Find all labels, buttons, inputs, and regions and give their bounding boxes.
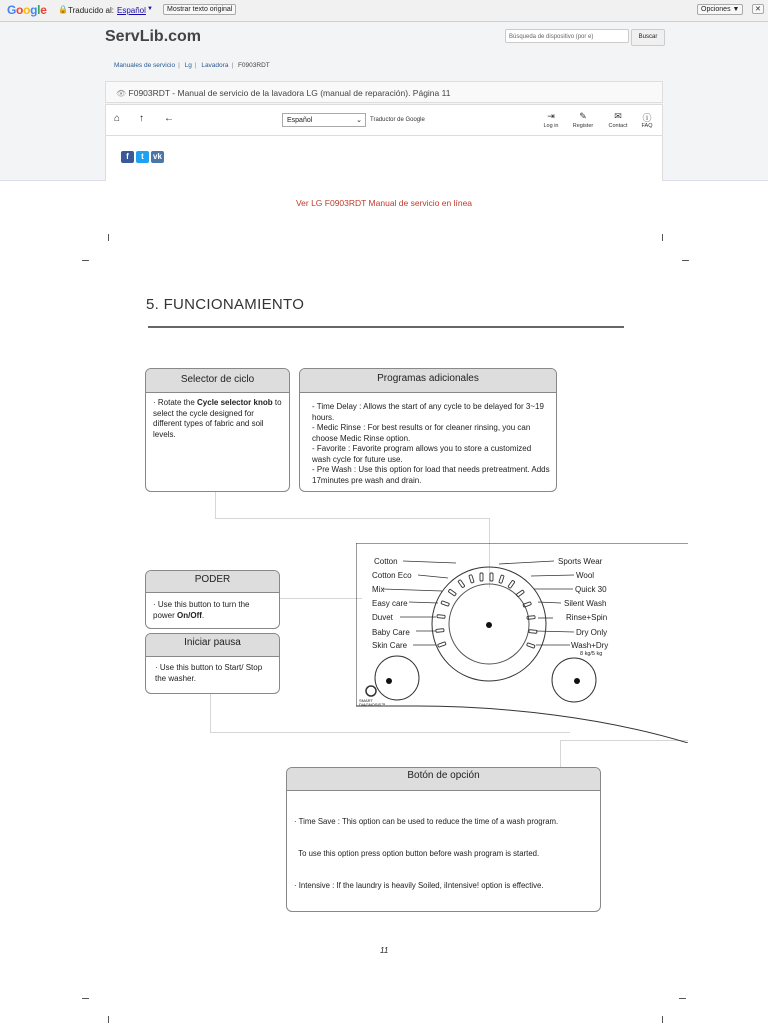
chevron-down-icon: ⌄ (356, 117, 362, 124)
cycle-selector-title: Selector de ciclo (146, 369, 289, 393)
show-original-button[interactable]: Mostrar texto original (163, 4, 236, 15)
program-label: Skin Care (372, 641, 408, 650)
option-line: · Time Save : This option can be used to reduce the time of a wash program. (294, 816, 559, 826)
chevron-down-icon[interactable]: ▼ (147, 6, 153, 12)
search-button[interactable]: Buscar (631, 29, 665, 46)
program-label: Quick 30 (575, 585, 607, 594)
program-label: Rinse+Spin (566, 613, 608, 622)
start-pause-title: Iniciar pausa (146, 634, 279, 657)
start-pause-text: · Use this button to Start/ Stop the washer. (155, 663, 263, 683)
faq-button[interactable]: ⓘ FAQ (630, 111, 664, 129)
crop-mark (679, 998, 686, 999)
option-line: To use this option press option button before wash program is started. (294, 848, 540, 858)
translate-icon: 🔒 (58, 5, 68, 14)
crop-mark (108, 234, 109, 241)
breadcrumb-item-current: F0903RDT (237, 62, 270, 69)
additional-programs-title: Programas adicionales (300, 369, 556, 393)
page-title-bar (105, 81, 663, 103)
breadcrumb-item-brand[interactable]: Lg (184, 62, 192, 69)
connector-line (280, 598, 362, 600)
option-line: · Intensive : If the laundry is heavily Soiled, iIntensive! option is effective. (294, 881, 544, 891)
power-box (145, 570, 280, 629)
crop-mark (682, 260, 689, 261)
crop-mark (82, 260, 89, 261)
page-title: F0903RDT - Manual de servicio de la lavadora LG (manual de reparación). Página 11 (128, 88, 451, 98)
breadcrumb: Manuales de servicio | Lg | Lavadora | F0903RDT (114, 62, 270, 69)
connector-line (210, 694, 212, 732)
arrow-up-icon[interactable]: ↑ (139, 113, 144, 124)
language-link[interactable]: Español (117, 6, 146, 15)
option-button-title: Botón de opción (287, 768, 600, 791)
additional-programs-box (299, 368, 557, 492)
translator-label: Traductor de Google (370, 117, 425, 123)
google-logo: Google (7, 3, 47, 17)
online-link[interactable]: Ver LG F0903RDT Manual de servicio en línea (295, 198, 473, 208)
program-label: Cotton Eco (372, 571, 412, 580)
program-item: - Medic Rinse : For best results or for cleaner rinsing, you can choose Medic Rinse option. (312, 423, 531, 443)
program-label: Cotton (374, 557, 398, 566)
cycle-selector-box (145, 368, 290, 492)
site-logo[interactable]: ServLib.com (105, 28, 202, 45)
contact-icon: ✉ (614, 111, 622, 121)
register-icon: ✎ (579, 111, 587, 121)
breadcrumb-item-category[interactable]: Lavadora (201, 62, 229, 69)
twitter-icon[interactable]: t (136, 151, 149, 163)
power-text: · Use this button to turn the power On/Off. (153, 600, 250, 620)
power-title: PODER (146, 571, 279, 593)
program-label: Mix (372, 585, 385, 594)
connector-line (215, 518, 489, 520)
program-item: - Favorite : Favorite program allows you to store a customized wash cycle for future use. (312, 444, 532, 464)
dry-capacity-note: 8 kg/5 kg (580, 651, 603, 657)
social-bar (105, 136, 663, 181)
option-button-box (286, 767, 601, 912)
program-label: Duvet (372, 613, 393, 622)
breadcrumb-item-manuals[interactable]: Manuales de servicio (114, 62, 176, 69)
section-divider (148, 326, 624, 328)
close-icon[interactable]: ✕ (752, 4, 764, 14)
eye-icon: 👁 (116, 89, 127, 98)
faq-icon: ⓘ (642, 113, 652, 123)
crop-mark (82, 998, 89, 999)
arrow-left-icon[interactable]: ← (164, 113, 174, 124)
connector-line (560, 740, 562, 767)
program-label: Easy care (372, 599, 408, 608)
program-label: Wool (576, 571, 595, 580)
contact-button[interactable]: ✉ Contact (601, 111, 635, 129)
crop-mark (662, 1016, 663, 1023)
home-icon[interactable]: ⌂ (114, 113, 121, 124)
program-label: Sports Wear (558, 557, 603, 566)
vk-icon[interactable]: vk (151, 151, 164, 163)
language-select-value: Español (287, 117, 313, 124)
search-input[interactable]: Búsqueda de dispositivo (por e) (505, 29, 629, 43)
crop-mark (662, 234, 663, 241)
program-item: - Time Delay : Allows the start of any cycle to be delayed for 3~19 hours. (312, 402, 544, 422)
crop-mark (108, 1016, 109, 1023)
login-icon: ⇥ (547, 111, 555, 121)
translate-bar (0, 0, 768, 22)
program-label: Dry Only (576, 628, 608, 637)
program-label: Wash+Dry (571, 641, 609, 650)
options-button[interactable]: Opciones ▼ (697, 4, 743, 15)
connector-line (215, 492, 217, 518)
page-number: 11 (380, 946, 389, 955)
smart-diagnosis-label: SMART DIAGNOSIS™ (359, 698, 386, 707)
program-label: Baby Care (372, 628, 410, 637)
register-button[interactable]: ✎ Register (566, 111, 600, 129)
program-item: - Pre Wash : Use this option for load that needs pretreatment. Adds 17minutes pre wash and drain. (312, 465, 550, 485)
login-button[interactable]: ⇥ Log in (534, 111, 568, 129)
section-title: 5. FUNCIONAMIENTO (146, 296, 305, 313)
language-select[interactable] (282, 113, 366, 127)
translated-to-label: Traducido al: (68, 6, 114, 15)
cycle-selector-text: · Rotate the Cycle selector knob to select the cycle designed for different types of fabric and soil levels. (153, 398, 282, 439)
facebook-icon[interactable]: f (121, 151, 134, 163)
start-pause-box (145, 633, 280, 694)
program-label: Silent Wash (564, 599, 607, 608)
